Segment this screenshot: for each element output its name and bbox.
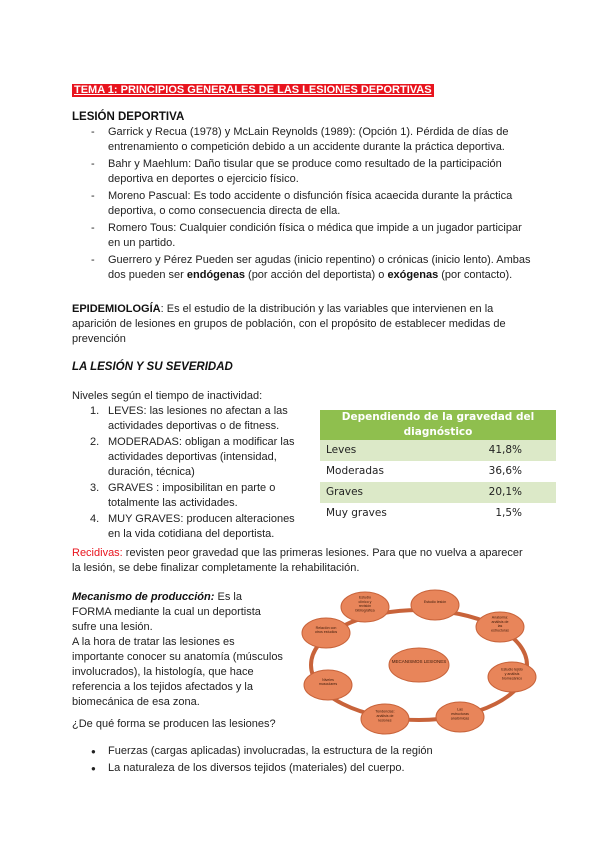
definition-item: - Garrick y Recua (1978) y McLain Reynolds (1989): (Opción 1). Pérdida de días de entrenamiento o competición debido a un accidente durante la práctica deportiva. (72, 125, 532, 155)
cycle-node (476, 612, 524, 642)
row-value: 1,5% (437, 503, 556, 524)
recidivas-paragraph (72, 546, 532, 576)
cycle-node-shape (411, 590, 459, 620)
row-value: 36,6% (437, 461, 556, 482)
cycle-node (361, 704, 409, 734)
severidad-heading: LA LESIÓN Y SU SEVERIDAD (72, 361, 233, 373)
definition-item: - Bahr y Maehlum: Daño tisular que se produce como resultado de la participación deportiva en deportes o ejercicio físico. (72, 157, 532, 187)
lesion-definitions (72, 125, 532, 285)
cycle-node-label: Anatomía: análisis de las estructuras (491, 615, 509, 633)
cycle-node-label: Tendencias: análisis de lesiones (375, 709, 395, 723)
level-number: 2. (90, 436, 100, 448)
cycle-node (488, 662, 536, 692)
endogenas-term: endógenas (186, 269, 245, 281)
severidad-intro: Niveles según el tiempo de inactividad: (72, 390, 263, 402)
cycle-node-label: Relación con otros estudios (314, 625, 338, 635)
definition-item (72, 253, 532, 283)
row-label: Leves (320, 440, 437, 461)
level-number: 3. (90, 482, 100, 494)
level-item (72, 435, 304, 480)
cycle-node-label: Las estructuras anatómicas (450, 707, 470, 721)
definition-item: - Moreno Pascual: Es todo accidente o disfunción física acaecida durante la práctica deportiva, o como consecuencia directa de ella. (72, 189, 532, 219)
cycle-node-label: Estudio lesión (423, 600, 447, 604)
table-row (320, 440, 556, 461)
center-node (389, 648, 449, 682)
cycle-node (304, 670, 352, 700)
level-item (72, 512, 304, 542)
severity-levels (72, 404, 304, 543)
severity-table (320, 410, 556, 524)
row-label: Moderadas (320, 461, 437, 482)
level-number: 1. (90, 405, 100, 417)
exogenas-term: exógenas (387, 269, 439, 281)
cycle-node-label: Niveles musculares (318, 677, 338, 687)
mecanismo-label: Mecanismo de producción: (72, 591, 215, 603)
mecanismo-text: Es la FORMA mediante la cual un deportista sufre una lesión. (72, 591, 261, 633)
mecanismo-paragraph (72, 590, 284, 710)
row-value: 20,1% (437, 482, 556, 503)
table-header-row (320, 410, 556, 440)
cycle-node (411, 590, 459, 620)
mecanismo-text-2: A la hora de tratar las lesiones es importante conocer su anatomía (músculos involucrados), la histología, que hace referencia a los tejidos afectados y la biomecánica de esa zona. (72, 636, 283, 708)
bullet-item: ● La naturaleza de los diversos tejidos (materiales) del cuerpo. (72, 761, 532, 776)
level-item (72, 404, 304, 434)
definition-text: Guerrero y Pérez Pueden ser agudas (inicio repentino) o crónicas (inicio lento). Ambas dos pueden ser (108, 254, 531, 281)
definition-text: (por contacto). (438, 269, 513, 281)
cycle-node-label: Estudio clínico y revisión bibliográfica (355, 595, 375, 613)
level-text: GRAVES : imposibilitan en parte o totalmente las actividades. (108, 482, 276, 509)
row-value: 41,8% (437, 440, 556, 461)
level-item (72, 481, 304, 511)
table-row (320, 503, 556, 524)
row-label: Muy graves (320, 503, 437, 524)
epidemiologia-label: EPIDEMIOLOGÍA (72, 303, 161, 315)
row-label: Graves (320, 482, 437, 503)
bullet-list (72, 744, 532, 778)
level-text: LEVES: las lesiones no afectan a las actividades deportivas o de fitness. (108, 405, 288, 432)
definition-item: - Romero Tous: Cualquier condición física o médica que impide a un jugador participar en un partido. (72, 221, 532, 251)
cycle-node (436, 702, 484, 732)
table-row (320, 482, 556, 503)
definition-text: (por acción del deportista) o (244, 269, 388, 281)
cycle-node (302, 618, 350, 648)
center-label-text: MECANISMOS LESIONES (391, 659, 447, 664)
cycle-node (341, 592, 389, 622)
table-header: Dependiendo de la gravedad del diagnóstico (320, 410, 556, 440)
table-row (320, 461, 556, 482)
mechanism-cycle-diagram (290, 585, 548, 743)
level-number: 4. (90, 513, 100, 525)
epidemiologia-paragraph (72, 302, 532, 347)
page-title: TEMA 1: PRINCIPIOS GENERALES DE LAS LESIONES DEPORTIVAS (74, 84, 432, 96)
lesion-heading: LESIÓN DEPORTIVA (72, 111, 185, 123)
recidivas-text: revisten peor gravedad que las primeras lesiones. Para que no vuelva a aparecer la lesión, se debe finalizar completamente la rehabilitación. (72, 547, 523, 574)
level-text: MUY GRAVES: producen alteraciones en la vida cotidiana del deportista. (108, 513, 295, 540)
epidemiologia-text: : Es el estudio de la distribución y las variables que intervienen en la aparición de lesiones en grupos de población, con el propósito de establecer medidas de prevención (72, 303, 506, 345)
center-label (392, 659, 447, 664)
bullet-item: ● Fuerzas (cargas aplicadas) involucradas, la estructura de la región (72, 744, 532, 759)
question-text: ¿De qué forma se producen las lesiones? (72, 718, 276, 730)
level-text: MODERADAS: obligan a modificar las actividades deportivas (intensidad, duración, técnica) (108, 436, 295, 478)
recidivas-label: Recidivas: (72, 547, 123, 559)
cycle-node-label: Estudio tejido y análisis biomecánico (501, 667, 523, 681)
